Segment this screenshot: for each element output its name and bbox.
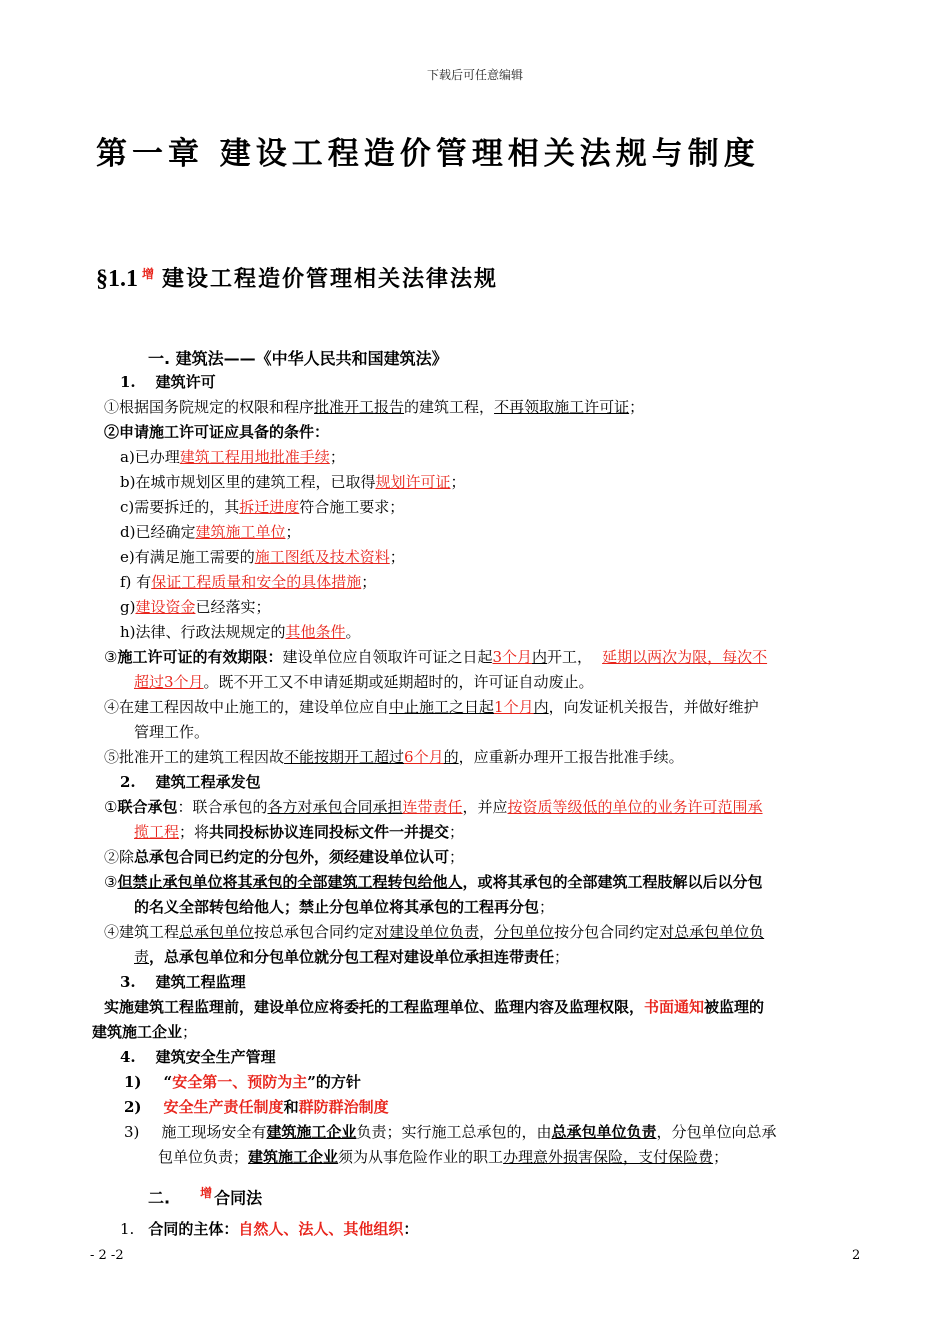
section-heading: [96, 262, 498, 293]
text: 在建工程因故中止施工的，建设单位应自: [119, 698, 390, 716]
text: e)有满足施工需要的: [120, 548, 255, 566]
permit-item-4-cont: 管理工作。: [134, 723, 210, 741]
bold-text: ：: [403, 1220, 419, 1238]
item-number: 2): [124, 1098, 142, 1116]
circled-number: ③: [104, 648, 118, 666]
footer-left: - 2 -2: [90, 1248, 124, 1263]
safety-item-2: [124, 1096, 389, 1118]
contract-item-4-cont: [134, 946, 569, 968]
text: ；: [361, 573, 377, 591]
text: g): [120, 598, 136, 616]
text: 除: [119, 848, 135, 866]
bold-text: ，总承包单位和分包单位就分包工程对建设单位承担连带责任: [149, 948, 555, 966]
highlighted-text: 建筑工程用地批准手续: [179, 448, 330, 466]
bold-text: 建筑施工企业: [92, 1023, 183, 1041]
highlighted-text: 群防群治制度: [298, 1098, 389, 1116]
added-tag: 增: [142, 266, 155, 281]
text: ；: [389, 548, 405, 566]
text: 已经落实；: [195, 598, 271, 616]
bold-underlined-text: 总承包单位负责: [551, 1123, 657, 1141]
subsection-4-heading: [120, 1046, 276, 1068]
safety-item-1: [124, 1071, 361, 1093]
bold-text: 总承包合同已约定的分包外，须经建设单位认可: [134, 848, 450, 866]
subsection-4-number: 4.: [120, 1048, 136, 1066]
item-number: 1): [124, 1073, 142, 1091]
circled-number: ④: [104, 923, 120, 941]
underlined-text: 不再领取施工许可证: [494, 398, 630, 416]
underlined-text: 办理意外损害保险，支付保险费: [503, 1148, 714, 1166]
text: ；: [539, 898, 555, 916]
bold-text: ，或将其承包的全部建筑工程肢解以后以分包: [462, 873, 763, 891]
subsection-3-number: 3.: [120, 973, 136, 991]
text: 负责；实行施工总承包的，由: [356, 1123, 552, 1141]
highlighted-text: 拆迁进度: [239, 498, 300, 516]
permit-item-4: [104, 696, 759, 718]
underlined-text: 批准开工报告: [314, 398, 405, 416]
contract-item-2: [104, 846, 464, 868]
condition-a: [120, 446, 345, 468]
permit-item-3: [104, 646, 767, 668]
underlined-text: 的: [443, 748, 459, 766]
text: 。: [345, 623, 361, 641]
condition-e: [120, 546, 405, 568]
section-title: 建设工程造价管理相关法律法规: [162, 267, 499, 292]
contract-item-3: [104, 871, 762, 893]
highlighted-text: 建筑施工单位: [195, 523, 286, 541]
bold-text: 合同的主体：: [148, 1220, 239, 1238]
text: ；: [629, 398, 645, 416]
condition-g: [120, 596, 271, 618]
text: ，: [479, 923, 495, 941]
subsection-2-heading: [120, 771, 261, 793]
text: 开工，: [547, 648, 593, 666]
contract-item-1-cont: [134, 821, 464, 843]
circled-number: ①: [104, 398, 120, 416]
condition-d: [120, 521, 301, 543]
text: ：联合承包的: [177, 798, 268, 816]
highlighted-text: 揽工程: [134, 823, 180, 841]
underlined-text: 不能按期开工超过: [284, 748, 405, 766]
bold-underlined-text: 建筑施工企业: [248, 1148, 339, 1166]
highlighted-text: 安全第一、预防为主: [172, 1073, 308, 1091]
underlined-text: 各方对承包合同承担: [267, 798, 403, 816]
text: a)已办理: [120, 448, 180, 466]
part2-number: 二.: [148, 1188, 171, 1208]
underlined-text: 中止施工之日起: [389, 698, 495, 716]
circled-number: ④: [104, 698, 120, 716]
bold-text: 和: [283, 1098, 299, 1116]
page-number: 2: [852, 1248, 861, 1263]
bold-text: 实施建筑工程监理前，建设单位应将委托的工程监理单位、监理内容及监理权限，: [104, 998, 645, 1016]
text: ，分包单位向总承: [656, 1123, 777, 1141]
highlighted-text: 自然人、法人、其他组织: [238, 1220, 404, 1238]
text: ，应重新办理开工报告批准手续。: [458, 748, 684, 766]
text: 须为从事危险作业的职工: [338, 1148, 504, 1166]
text: ，并应: [462, 798, 508, 816]
highlighted-text: 3个月: [492, 648, 533, 666]
text: b)在城市规划区里的建筑工程，已取得: [120, 473, 376, 491]
highlighted-text: 按资质等级低的单位的业务许可范围承: [507, 798, 763, 816]
text: h)法律、行政法规规定的: [120, 623, 286, 641]
text: c)需要拆迁的，其: [120, 498, 240, 516]
circled-number: ①: [104, 798, 118, 816]
underlined-text: 内: [532, 648, 548, 666]
subsection-3-heading: [120, 971, 246, 993]
text: 的建筑工程，: [404, 398, 495, 416]
item-number: 3): [124, 1123, 140, 1141]
section-symbol: §1.1: [96, 266, 138, 292]
highlighted-text: 超过3个月: [134, 673, 204, 691]
subsection-1-heading: [120, 371, 216, 393]
subsection-2-title: 建筑工程承发包: [155, 773, 261, 791]
highlighted-text: 1个月: [494, 698, 534, 716]
text: ；: [554, 948, 570, 966]
text: 按分包合同约定: [554, 923, 660, 941]
text: 按总承包合同约定: [254, 923, 375, 941]
condition-c: [120, 496, 404, 518]
underlined-text: 对总承包单位负: [659, 923, 765, 941]
underlined-text: 责: [134, 948, 150, 966]
subsection-1-number: 1.: [120, 373, 136, 391]
underlined-text: 分包单位: [494, 923, 555, 941]
highlighted-text: 规划许可证: [375, 473, 451, 491]
bold-underlined-text: 但禁止承包单位将其承包的全部建筑工程转包给他人: [117, 873, 463, 891]
added-tag: 增: [200, 1186, 213, 1200]
subsection-1-title: 建筑许可: [155, 373, 216, 391]
text: ；: [713, 1148, 729, 1166]
contract-item-1: [104, 796, 763, 818]
condition-b: [120, 471, 466, 493]
text: d)已经确定: [120, 523, 196, 541]
highlighted-text: 施工图纸及技术资料: [254, 548, 390, 566]
text: ；将: [179, 823, 210, 841]
bold-text: 共同投标协议连同投标文件一并提交: [209, 823, 450, 841]
safety-item-3: [124, 1121, 776, 1143]
circled-number: ③: [104, 873, 118, 891]
text: f) 有: [120, 573, 152, 591]
underlined-text: 内: [533, 698, 549, 716]
circled-number: ②: [104, 848, 120, 866]
bold-text: 被监理的: [704, 998, 765, 1016]
part2-title: 合同法: [214, 1188, 263, 1208]
chapter-title: 第一章 建设工程造价管理相关法规与制度: [96, 136, 760, 172]
bold-text: 施工许可证的有效期限：: [117, 648, 283, 666]
text: ；: [449, 823, 465, 841]
permit-item-3-cont: [134, 671, 594, 693]
text: 建筑工程: [119, 923, 180, 941]
text: 。既不开工又不申请延期或延期超时的，许可证自动废止。: [203, 673, 594, 691]
text: ；: [285, 523, 301, 541]
bold-text: 的名义全部转包给他人；禁止分包单位将其承包的工程再分包: [134, 898, 540, 916]
text: ；: [450, 473, 466, 491]
text: 批准开工的建筑工程因故: [119, 748, 285, 766]
highlighted-text: 建设资金: [135, 598, 196, 616]
circled-number: ⑤: [104, 748, 120, 766]
text: 包单位负责；: [158, 1148, 249, 1166]
text: ；: [182, 1023, 198, 1041]
bold-underlined-text: 建筑施工企业: [266, 1123, 357, 1141]
text: 施工现场安全有: [161, 1123, 267, 1141]
page-header: 下载后可任意编辑: [426, 68, 523, 82]
highlighted-text: 安全生产责任制度: [163, 1098, 284, 1116]
contract-item-4: [104, 921, 764, 943]
text: 建设单位应自领取许可证之日起: [282, 648, 493, 666]
text: 根据国务院规定的权限和程序: [119, 398, 315, 416]
subsection-2-number: 2.: [120, 773, 136, 791]
underlined-text: 对建设单位负责: [374, 923, 480, 941]
permit-item-5: [104, 746, 684, 768]
condition-f: [120, 571, 376, 593]
safety-item-3-cont: [158, 1146, 728, 1168]
subsection-3-title: 建筑工程监理: [155, 973, 246, 991]
supervision-paragraph: [104, 996, 764, 1018]
underlined-text: 总承包单位: [179, 923, 255, 941]
bold-text: “: [163, 1073, 173, 1091]
bold-text: ”的方针: [307, 1073, 361, 1091]
permit-item-2: ②申请施工许可证应具备的条件：: [104, 423, 330, 441]
highlighted-text: 连带责任: [402, 798, 463, 816]
text: ，向发证机关报告，并做好维护: [548, 698, 759, 716]
item-number: 1.: [120, 1220, 135, 1238]
subsection-4-title: 建筑安全生产管理: [155, 1048, 276, 1066]
highlighted-text: 6个月: [404, 748, 444, 766]
contract-item-3-cont: [134, 896, 554, 918]
part2-heading: [148, 1182, 262, 1209]
text: ；: [329, 448, 345, 466]
highlighted-text: 延期以两次为限，每次不: [602, 648, 768, 666]
highlighted-text: 书面通知: [644, 998, 705, 1016]
supervision-paragraph-cont: [92, 1021, 197, 1043]
text: ；: [449, 848, 465, 866]
highlighted-text: 其他条件: [285, 623, 346, 641]
contract-law-item-1: [120, 1218, 418, 1240]
part1-heading: 一. 建筑法——《中华人民共和国建筑法》: [148, 349, 448, 368]
text: 符合施工要求；: [299, 498, 405, 516]
condition-h: [120, 621, 361, 643]
highlighted-text: 保证工程质量和安全的具体措施: [151, 573, 362, 591]
bold-text: 联合承包: [117, 798, 178, 816]
permit-item-1: [104, 396, 644, 418]
